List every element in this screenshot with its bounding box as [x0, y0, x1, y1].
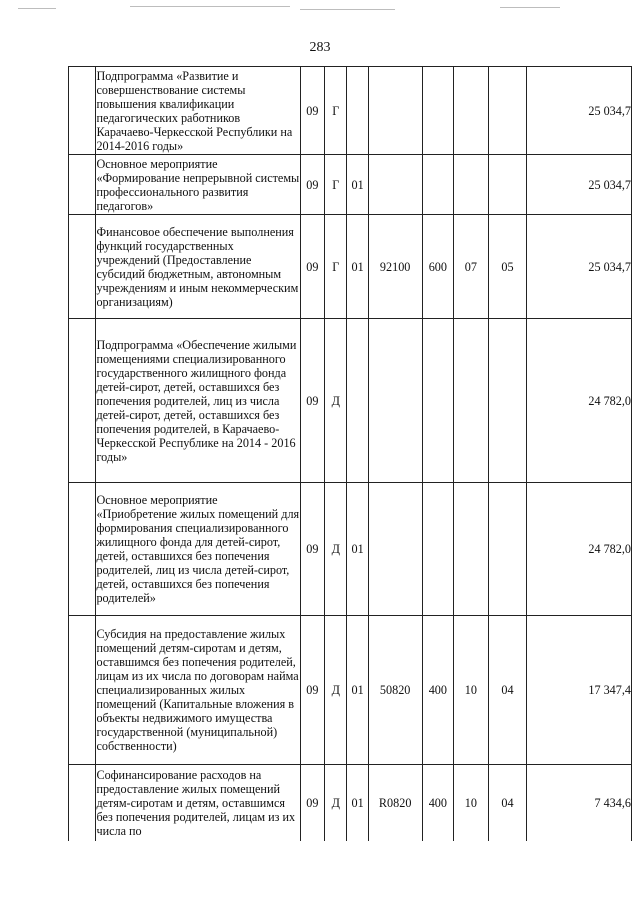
amount-cell: 25 034,7 — [527, 155, 632, 215]
empty-cell — [69, 155, 96, 215]
section-cell — [454, 67, 489, 155]
event-cell: 01 — [347, 765, 368, 842]
subprogram-cell: Д — [325, 483, 347, 616]
row-name: Подпрограмма «Развитие и совершенствование системы повышения квалификации педагогических работников Карачаево-Черкесской Республики на 2014-2016 годы» — [96, 67, 300, 155]
direction-cell — [368, 67, 422, 155]
direction-cell: R0820 — [368, 765, 422, 842]
subsection-cell — [488, 67, 527, 155]
code-cell: 09 — [300, 155, 324, 215]
expense-type-cell — [422, 67, 454, 155]
subsection-cell: 04 — [488, 616, 527, 765]
code-cell: 09 — [300, 67, 324, 155]
expense-type-cell — [422, 319, 454, 483]
section-cell: 10 — [454, 616, 489, 765]
row-name: Основное мероприятие «Приобретение жилых помещений для формирования специализированного жилищного фонда для детей-сирот, детей, оставшихся без попечения родителей, лиц из числа детей-сирот, детей, оставшихся без попечения родителей» — [96, 483, 300, 616]
direction-cell: 50820 — [368, 616, 422, 765]
direction-cell: 92100 — [368, 215, 422, 319]
subsection-cell — [488, 155, 527, 215]
code-cell: 09 — [300, 483, 324, 616]
event-cell: 01 — [347, 483, 368, 616]
row-name: Финансовое обеспечение выполнения функций государственных учреждений (Предоставление субсидий бюджетным, автономным учреждениям и иным некоммерческим организациям) — [96, 215, 300, 319]
amount-cell: 25 034,7 — [527, 67, 632, 155]
amount-cell: 7 434,6 — [527, 765, 632, 842]
event-cell: 01 — [347, 155, 368, 215]
code-cell: 09 — [300, 765, 324, 842]
section-cell: 07 — [454, 215, 489, 319]
code-cell: 09 — [300, 215, 324, 319]
subsection-cell — [488, 483, 527, 616]
event-cell: 01 — [347, 215, 368, 319]
expense-type-cell: 400 — [422, 616, 454, 765]
event-cell: 01 — [347, 616, 368, 765]
table-row — [69, 319, 632, 483]
empty-cell — [69, 483, 96, 616]
section-cell: 10 — [454, 765, 489, 842]
empty-cell — [69, 765, 96, 842]
direction-cell — [368, 483, 422, 616]
direction-cell — [368, 155, 422, 215]
scan-artifacts — [0, 0, 640, 20]
subsection-cell: 05 — [488, 215, 527, 319]
empty-cell — [69, 67, 96, 155]
amount-cell: 25 034,7 — [527, 215, 632, 319]
amount-cell: 24 782,0 — [527, 319, 632, 483]
expense-type-cell: 600 — [422, 215, 454, 319]
subprogram-cell: Д — [325, 319, 347, 483]
row-name: Софинансирование расходов на предоставление жилых помещений детям-сиротам и детям, оставшимся без попечения родителей, лицам из их числа по — [96, 765, 300, 842]
direction-cell — [368, 319, 422, 483]
subprogram-cell: Г — [325, 67, 347, 155]
empty-cell — [69, 215, 96, 319]
empty-cell — [69, 319, 96, 483]
expense-type-cell: 400 — [422, 765, 454, 842]
row-name: Подпрограмма «Обеспечение жилыми помещениями специализированного государственного жилищного фонда детей-сирот, детей, оставшихся без попечения родителей, лиц из числа детей-сирот, детей, оставшихся без попечения родителей, в Карачаево-Черкесской Республике на 2014 - 2016 годы» — [96, 319, 300, 483]
table-row — [69, 67, 632, 155]
subsection-cell — [488, 319, 527, 483]
section-cell — [454, 483, 489, 616]
subsection-cell: 04 — [488, 765, 527, 842]
subprogram-cell: Д — [325, 765, 347, 842]
table-row — [69, 155, 632, 215]
expense-type-cell — [422, 483, 454, 616]
budget-table — [68, 66, 632, 841]
event-cell — [347, 67, 368, 155]
subprogram-cell: Г — [325, 155, 347, 215]
empty-cell — [69, 616, 96, 765]
amount-cell: 17 347,4 — [527, 616, 632, 765]
section-cell — [454, 155, 489, 215]
code-cell: 09 — [300, 616, 324, 765]
subprogram-cell: Д — [325, 616, 347, 765]
table-row — [69, 215, 632, 319]
event-cell — [347, 319, 368, 483]
table-row — [69, 616, 632, 765]
amount-cell: 24 782,0 — [527, 483, 632, 616]
subprogram-cell: Г — [325, 215, 347, 319]
section-cell — [454, 319, 489, 483]
row-name: Основное мероприятие «Формирование непрерывной системы профессионального развития педагогов» — [96, 156, 300, 213]
page-number: 283 — [309, 40, 331, 55]
table-row — [69, 483, 632, 616]
expense-type-cell — [422, 155, 454, 215]
code-cell: 09 — [300, 319, 324, 483]
row-name: Субсидия на предоставление жилых помещений детям-сиротам и детям, оставшимся без попечения родителей, лицам из их числа по договорам найма специализированных жилых помещений (Капитальные вложения в объекты недвижимого имущества государственной (муниципальной) собственности) — [96, 616, 300, 765]
table-row — [69, 765, 632, 842]
